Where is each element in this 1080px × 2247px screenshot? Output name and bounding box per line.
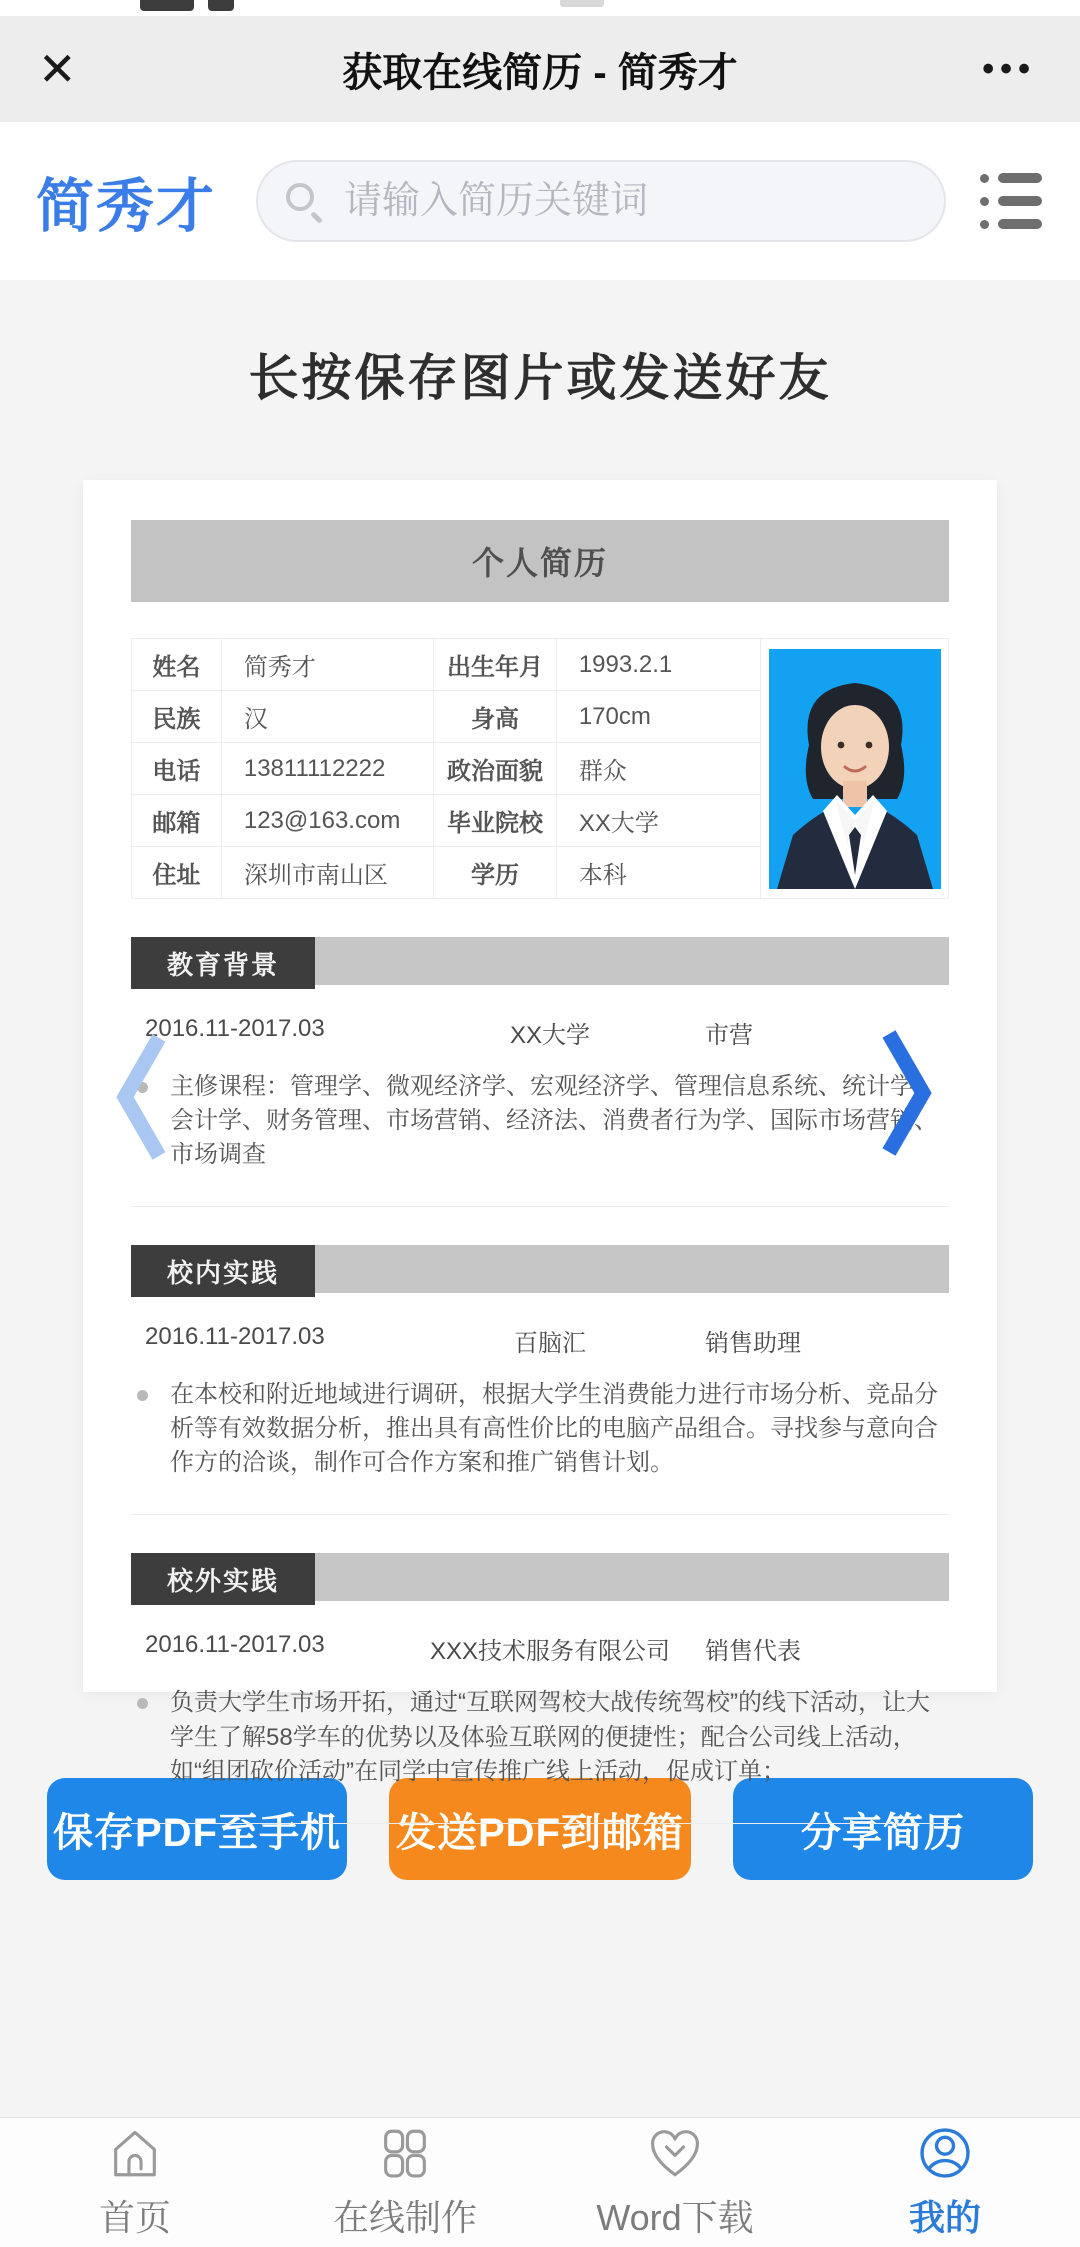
search-input[interactable] (344, 180, 918, 223)
divider (131, 1206, 949, 1207)
page-title: 获取在线简历 - 简秀才 (342, 50, 738, 95)
field-value: 13811112222 (221, 743, 433, 795)
bottom-tab-bar (0, 2117, 1080, 2247)
section-off-campus-practice (131, 1553, 949, 1605)
section-role: 销售助理 (705, 1330, 801, 1358)
field-label: 毕业院校 (434, 795, 557, 847)
field-label: 学历 (434, 847, 557, 899)
tab-label: 我的 (908, 2197, 981, 2238)
cropped-glyph (208, 0, 234, 11)
section-role: 市营 (705, 1022, 753, 1049)
field-value: 简秀才 (221, 639, 433, 691)
tab-mine[interactable] (810, 2118, 1080, 2247)
close-icon[interactable]: ✕ (38, 43, 77, 95)
section-bar (315, 937, 949, 985)
section-row (131, 1631, 949, 1666)
section-date: 2016.11-2017.03 (145, 1015, 325, 1042)
section-org: XX大学 (509, 1022, 590, 1049)
section-title: 校外实践 (131, 1553, 315, 1605)
section-title: 校内实践 (131, 1245, 315, 1297)
field-label: 住址 (132, 847, 222, 899)
section-row (131, 1323, 949, 1358)
status-bar-remnant (0, 0, 1080, 16)
field-label: 电话 (132, 743, 222, 795)
tab-label: Word下载 (596, 2197, 754, 2238)
app-logo: 简秀才 (36, 174, 217, 239)
long-press-hint: 长按保存图片或发送好友 (248, 350, 832, 406)
carousel-prev-icon[interactable] (113, 1032, 169, 1162)
app-header (0, 122, 1080, 280)
section-description (131, 1378, 949, 1480)
table-row (132, 639, 949, 691)
field-value: 1993.2.1 (556, 639, 760, 691)
field-label: 邮箱 (132, 795, 222, 847)
wechat-navbar (0, 16, 1080, 122)
search-box[interactable] (256, 160, 946, 242)
field-label: 出生年月 (434, 639, 557, 691)
description-text: 主修课程：管理学、微观经济学、宏观经济学、管理信息系统、统计学、会计学、财务管理、市场营销、经济法、消费者行为学、国际市场营销、市场调查 (170, 1073, 938, 1169)
share-resume-button[interactable]: 分享简历 (733, 1778, 1033, 1880)
section-date: 2016.11-2017.03 (145, 1323, 325, 1351)
section-row (131, 1015, 949, 1050)
home-icon (106, 2124, 164, 2182)
field-value: 本科 (556, 847, 760, 899)
action-buttons (0, 1778, 1080, 1880)
bullet-dot-icon (137, 1390, 148, 1401)
field-label: 姓名 (132, 639, 222, 691)
section-description (131, 1070, 949, 1172)
section-bar (315, 1245, 949, 1293)
field-value: 170cm (556, 691, 760, 743)
section-role: 销售代表 (705, 1638, 801, 1666)
description-text: 负责大学生市场开拓，通过“互联网驾校大战传统驾校”的线下活动，让大学生了解58学车的优势以及体验互联网的便捷性；配合公司线上活动，如“组团砍价活动”在同学中宣传推广线上活动，促成订单； (170, 1689, 930, 1785)
section-campus-practice (131, 1245, 949, 1297)
field-value: 群众 (556, 743, 760, 795)
grid-icon (376, 2124, 434, 2182)
section-description (131, 1686, 949, 1788)
save-pdf-button[interactable]: 保存PDF至手机 (47, 1778, 347, 1880)
field-value: 汉 (221, 691, 433, 743)
id-photo (769, 649, 941, 889)
section-bar (315, 1553, 949, 1601)
tab-home[interactable] (0, 2118, 270, 2247)
tab-label: 首页 (98, 2197, 171, 2238)
bullet-dot-icon (137, 1698, 148, 1709)
section-org: 百脑汇 (514, 1330, 586, 1358)
field-label: 民族 (132, 691, 222, 743)
resume-title-bar: 个人简历 (131, 520, 949, 602)
field-label: 政治面貌 (434, 743, 557, 795)
section-date: 2016.11-2017.03 (145, 1631, 325, 1659)
id-photo-cell (761, 639, 949, 899)
heart-download-icon (646, 2124, 704, 2182)
field-value: XX大学 (556, 795, 760, 847)
personal-info-table (131, 638, 949, 899)
field-value: 深圳市南山区 (221, 847, 433, 899)
tab-label: 在线制作 (332, 2197, 477, 2238)
cropped-glyph (140, 0, 194, 11)
field-label: 身高 (434, 691, 557, 743)
description-text: 在本校和附近地域进行调研，根据大学生消费能力进行市场分析、竞品分析等有效数据分析，推出具有高性价比的电脑产品组合。寻找参与意向合作方的洽谈，制作可合作方案和推广销售计划。 (170, 1381, 938, 1477)
user-icon (916, 2124, 974, 2182)
cropped-glyph (560, 0, 604, 7)
carousel-next-icon[interactable] (879, 1028, 935, 1158)
section-org: XXX技术服务有限公司 (429, 1638, 671, 1666)
divider (131, 1514, 949, 1515)
section-title: 教育背景 (131, 937, 315, 989)
search-icon (284, 181, 324, 221)
tab-word-download[interactable] (540, 2118, 810, 2247)
tab-online-create[interactable] (270, 2118, 540, 2247)
page-content (0, 280, 1080, 2117)
field-value: 123@163.com (221, 795, 433, 847)
resume-image-card[interactable] (83, 480, 997, 1785)
more-menu-icon[interactable]: ••• (982, 50, 1036, 88)
email-pdf-button[interactable]: 发送PDF到邮箱 (389, 1778, 691, 1880)
divider (131, 1823, 949, 1824)
section-education (131, 937, 949, 989)
list-menu-icon[interactable] (980, 173, 1044, 229)
